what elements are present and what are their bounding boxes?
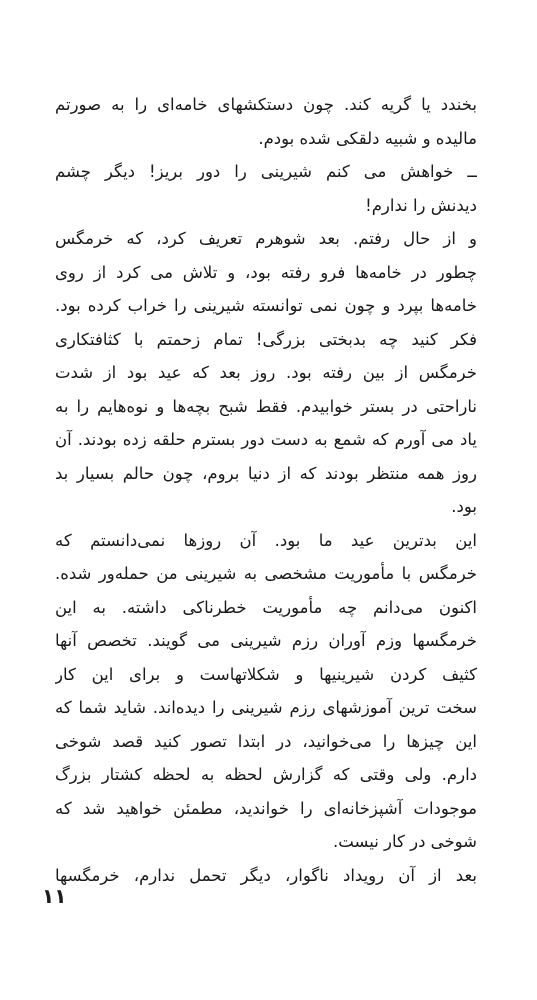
text-line: بعد از آن رویداد ناگوار، دیگر تحمل ندارم، خرمگسها xyxy=(55,865,477,885)
text-line: روز همه منتظر بودند که از دنیا بروم، چون حالم بسیار بد xyxy=(55,463,477,483)
text-line: این بدترین عید ما بود. آن روزها نمی‌دانستم که xyxy=(55,530,477,550)
page-number: ۱۱ xyxy=(42,884,67,908)
text-line: کثیف کردن شیرینیها و شکلاتهاست و برای این کار xyxy=(55,664,477,684)
text-line: موجودات آشپزخانه‌ای را خواندید، مطمئن خواهید شد که xyxy=(55,798,477,818)
text-line: بخندد یا گریه کند. چون دستکشهای خامه‌ای را به صورتم xyxy=(55,95,477,114)
text-line: دیدنش را ندارم! xyxy=(365,195,477,215)
text-line: خرمگسها وزم آوران رزم شیرینی می گویند. تخصص آنها xyxy=(55,631,477,650)
text-line: فکر کنید چه بدبختی بزرگی! تمام زحمتم با کثافتکاری xyxy=(55,329,477,349)
text-line: خرمگس با مأموریت مشخصی به شیرینی من حمله‌ور شده. xyxy=(55,564,477,583)
text-line: خامه‌ها بپرد و چون نمی توانسته شیرینی را خراب کرده بود. xyxy=(55,296,477,315)
text-line: و از حال رفتم. بعد شوهرم تعریف کرد، که خرمگس xyxy=(55,229,477,248)
text-line: شوخی در کار نیست. xyxy=(333,832,477,851)
text-line: سخت ترین آموزشهای رزم شیرینی را دیده‌اند. شاید شما که xyxy=(55,698,477,717)
text-line: دارم. ولی وقتی که گزارش لحظه به لحظه کشتار بزرگ xyxy=(55,765,477,784)
text-line: مالیده و شبیه دلقکی شده بودم. xyxy=(258,128,477,148)
text-line: این چیزها را می‌خوانید، در ابتدا تصور کنید قصد شوخی xyxy=(55,731,477,751)
body-text xyxy=(55,88,477,892)
text-line: یاد می آورم که شمع به دست دور بسترم حلقه زده بودند. آن xyxy=(55,430,477,449)
text-line: ــ خواهش می کنم شیرینی را دور بریز! دیگر چشم xyxy=(55,162,477,181)
text-line: بود. xyxy=(451,497,477,516)
text-line: چطور در خامه‌ها فرو رفته بود، و تلاش می کرد از روی xyxy=(55,262,477,282)
text-line: خرمگس از بین رفته بود. روز بعد که عید بود از شدت xyxy=(55,363,477,382)
text-line: ناراحتی در بستر خوابیدم. فقط شبح بچه‌ها و نوه‌هایم را به xyxy=(55,396,477,416)
text-line: اکنون می‌دانم چه مأموریت خطرناکی داشته. به این xyxy=(55,597,477,617)
